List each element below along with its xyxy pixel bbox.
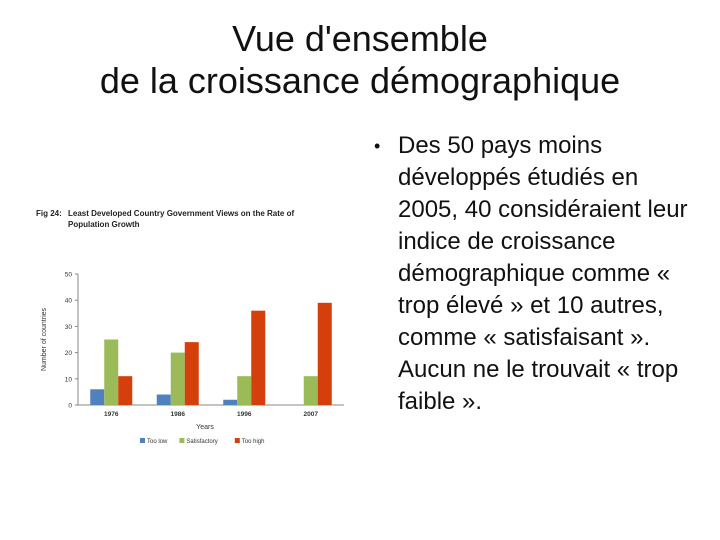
bullet-dot: • [374, 136, 381, 156]
slide-title [0, 18, 720, 102]
chart-figure [32, 200, 352, 462]
legend-swatch [179, 438, 184, 443]
bar-too-low-1996 [223, 400, 237, 405]
y-tick-label: 10 [64, 376, 72, 384]
bar-too-high-2007 [318, 303, 332, 405]
y-tick-label: 50 [64, 271, 72, 279]
bar-too-low-1986 [157, 395, 171, 405]
bar-satisfactory-2007 [304, 376, 318, 405]
y-axis-label: Number of countries [41, 307, 48, 372]
bar-satisfactory-1996 [237, 376, 251, 405]
x-tick-label: 1976 [104, 411, 119, 418]
slide-title-line-2: de la croissance démographique [99, 60, 621, 101]
legend-label: Satisfactory [186, 439, 218, 445]
y-tick-label: 20 [64, 350, 72, 358]
bar-chart [32, 200, 352, 462]
bar-satisfactory-1986 [171, 353, 185, 405]
bullet-point [374, 130, 694, 418]
bullet-text: Des 50 pays moins développés étudiés en 2005, 40 considéraient leur indice de croissance démographique comme « trop élevé » et 10 autres, comme « satisfaisant ». Aucun ne le trouvait « trop faible ». [398, 132, 688, 415]
x-axis-label: Years [196, 424, 214, 431]
x-tick-label: 1986 [170, 411, 185, 418]
y-tick-label: 0 [68, 402, 72, 410]
bar-too-high-1996 [251, 311, 265, 405]
legend-label: Too high [241, 439, 265, 445]
x-tick-label: 1996 [237, 411, 252, 418]
y-tick-label: 40 [64, 297, 72, 305]
slide-title-line-1: Vue d'ensemble [232, 18, 488, 59]
figure-label: Fig 24: [36, 209, 62, 218]
bar-too-low-1976 [90, 389, 104, 405]
bar-satisfactory-1976 [104, 340, 118, 406]
figure-title: Least Developed Country Government Views on the Rate of Population Growth [68, 209, 295, 229]
x-tick-label: 2007 [303, 411, 318, 418]
y-tick-label: 30 [64, 323, 72, 331]
bar-too-high-1986 [185, 342, 199, 405]
bar-too-high-1976 [118, 376, 132, 405]
legend-label: Too low [147, 439, 168, 445]
legend-swatch [140, 438, 145, 443]
legend-swatch [235, 438, 240, 443]
